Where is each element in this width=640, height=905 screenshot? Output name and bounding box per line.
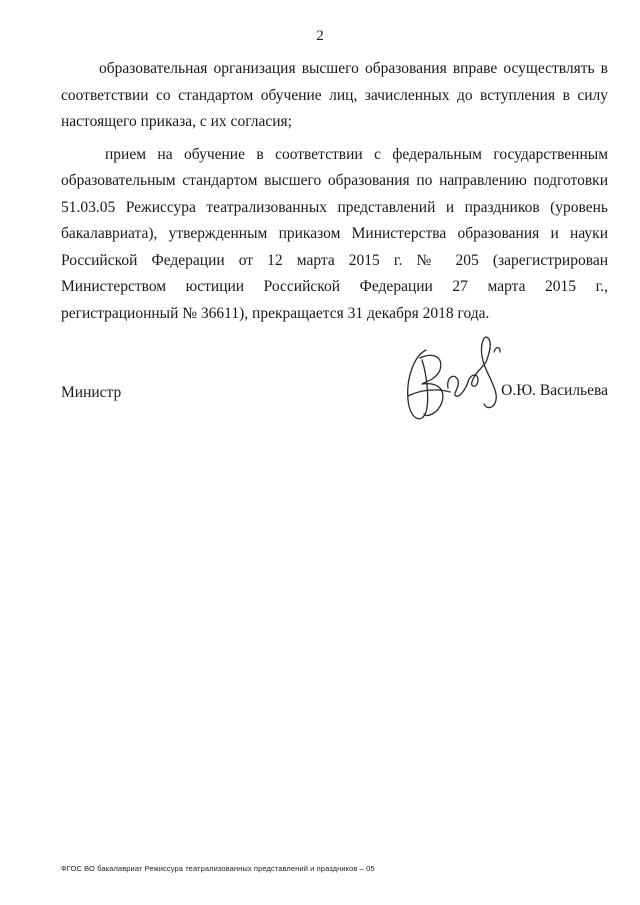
document-footer: ФГОС ВО бакалавриат Режиссура театрализованных представлений и праздников – 05 — [61, 864, 375, 873]
document-body — [61, 56, 608, 327]
paragraph-transition-clause: образовательная организация высшего образования вправе осуществлять в соответствии со стандартом обучение лиц, зачисленных до вступления в силу настоящего приказа, с их согласия; — [61, 60, 608, 130]
paragraph-admission-termination: прием на обучение в соответствии с федеральным государственным образовательным стандартом высшего образования по направлению подготовки 51.03.05 Режиссура театрализованных представлений и праздников (уровень бакалавриата), утвержденным приказом Министерства образования и науки Российской Федерации от 12 марта 2015 г. № 205 (зарегистрирован Министерством юстиции Российской Федерации 27 марта 2015 г., регистрационный № 36611), прекращается 31 декабря 2018 года. — [61, 145, 608, 322]
signatory-name: О.Ю. Васильева — [501, 382, 608, 399]
handwritten-signature — [396, 322, 526, 432]
signature-block — [61, 382, 608, 412]
page-number: 2 — [316, 28, 324, 44]
signatory-position: Министр — [61, 384, 122, 401]
